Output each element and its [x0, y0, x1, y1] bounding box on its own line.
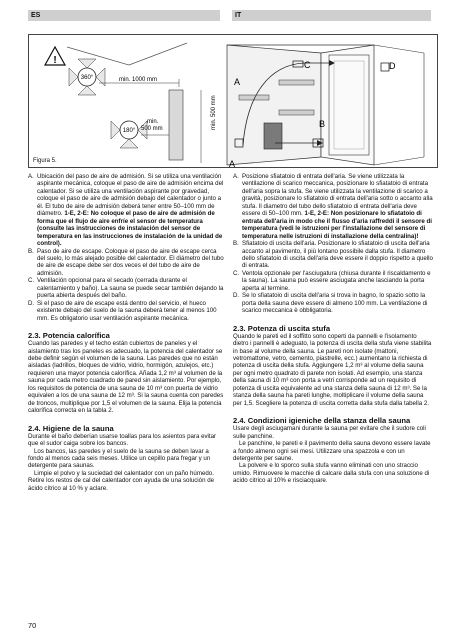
paragraph: Durante el baño deberían usarse toallas para los asientos para evitar que el sudor caiga sobre los bancos.	[28, 432, 217, 448]
paragraph: Usare degli asciugamani durante la sauna per evitare che il sudore coli sulle panchine.	[233, 425, 426, 440]
warning-icon	[45, 47, 65, 66]
min-500-label-top: min.	[147, 119, 159, 125]
fan-360-label: 360°	[80, 75, 94, 81]
paragraph: Limpie el polvo y la suciedad del calentador con un paño húmedo. Retire los restos de cal del calentador con ayuda de una solución de ácido cítrico al 10 % y aclare.	[28, 469, 215, 492]
list-item: B. Sfiatatoio di uscita dell'aria. Posizionare lo sfiatatoio di uscita dell'aria accanto al pavimento, il più lontano possibile dalla stufa. Il diametro dello sfiatatoio di uscita dell'aria deve essere il doppio rispetto a quello di entrata.	[233, 240, 433, 270]
label-b: B	[319, 119, 326, 129]
fan-180-label: 180°	[122, 128, 136, 134]
language-tab-es: ES	[28, 10, 220, 21]
list-item: C. Ventilación opcional para el secado (cerrada durante el calentamiento y baño). La sauna se puede secar también dejando la puerta abierta después del baño.	[28, 277, 224, 300]
list-item: A. Posizione sfiatatoio di entrata dell'aria. Se viene utilizzata la ventilazione di scarico meccanica, posizionare lo sfiatatoio di entrata dell'aria sopra la stufa. Se viene utilizzata la ventilazione di scarico a gravità, posizionare lo sfiatatoio di entrata dell'aria sotto o accanto alla stufa. Il diametro del tubo dello sfiatatoio di entrata dell'aria deve essere di 50–100 mm. 1-E, 2-E: Non posizionare lo sfiatatoio di entrata dell'aria in modo che il flusso d'aria raffreddi il sensore di temperatura (vedi le istruzioni per l'installazione del sensore di temperatura nelle istruzioni di installazione della centralina)!	[233, 173, 433, 240]
section-body-2-3-es: Cuando las paredes y el techo están cubiertos de paneles y el aislamiento tras los paneles es adecuado, la potencia del calentador se debe definir según el volumen de la sauna. Las paredes que no están aisladas (ladrillos, bloques de vidrio, vidrio, hormigón, azulejos, etc.) requieren una mayor potencia calorífica. Añada 1,2 m³ al volumen de la sauna por cada metro cuadrado de pared sin aislamiento. Por ejemplo, los requisitos de potencia de una sauna de 10 m³ con puerta de vidrio equivalen a los de una sauna de 12 m³. Si la sauna cuenta con paredes de troncos, multiplique por 1,5 el volumen de la sauna. Elija la potencia calorífica correcta en la tabla 2.	[28, 340, 224, 415]
figure-5-drawing	[29, 35, 438, 168]
section-heading-2-3-es: 2.3. Potencia calorífica	[28, 331, 110, 341]
language-tab-it: IT	[232, 10, 431, 21]
paragraph: Le panchine, le pareti e il pavimento della sauna devono essere lavate a fondo almeno ogni sei mesi. Utilizzare una spazzola e con un detergente per saune.	[233, 440, 431, 462]
section-heading-2-4-es: 2.4. Higiene de la sauna	[28, 423, 114, 433]
min-500-label-bottom: 500 mm	[141, 126, 163, 132]
figure-caption: Figura 5.	[33, 158, 57, 164]
section-heading-2-4-it: 2.4. Condizioni igieniche della stanza della sauna	[233, 416, 411, 426]
list-item: B. Paso de aire de escape. Coloque el paso de aire de escape cerca del suelo, lo más alejado posible del calentador. El diámetro del tubo de aire de escape debe ser dos veces el del tubo de aire de admisión.	[28, 247, 224, 277]
svg-text:!: !	[53, 55, 57, 66]
min-1000-label: min. 1000 mm	[119, 77, 158, 83]
list-item: A. Ubicación del paso de aire de admisión. Si se utiliza una ventilación aspirante mecánica, coloque el paso de aire de admisión encima del calentador. Si se utiliza una ventilación aspirante por gravedad, coloque el paso de aire de admisión debajo del calentador o junto a él. El tubo de aire de admisión deberá tener entre 50–100 mm de diámetro. 1-E, 2-E: No coloque el paso de aire de admisión de forma que el flujo de aire enfríe el sensor de temperatura (consulte las instrucciones de instalación del sensor de temperatura en las instrucciones de instalación de la unidad de control).	[28, 173, 224, 248]
label-c: C	[304, 60, 311, 70]
label-a-floor: A	[229, 159, 236, 169]
label-a-wall: A	[234, 77, 241, 87]
min-500-vertical-label: min. 500 mm	[211, 95, 217, 130]
section-body-2-3-it: Quando le pareti ed il soffitto sono coperti da pannelli e l'isolamento dietro i pannelli è adeguato, la potenza di uscita della stufa viene stabilita in base al volume della sauna. Le pareti non isolate (mattoni, vetromattone, vetro, cemento, piastrelle, ecc.) aumentano la richiesta di potenza di uscita della stufa. Aggiungere 1,2 m³ al volume della sauna per ogni metro quadrato di parete non isolati. Ad esempio, una stanza della sauna di 10 m³ con porta a vetri corrisponde ad un requisito di potenza di uscita equivalente ad una stanza della sauna di 12 m³. Se la stanza della sauna ha pareti lunghe, moltiplicare il volume della sauna per 1,5. Scegliere la potenza di uscita corretta dalla stufa dalla tabella 2.	[233, 332, 432, 407]
section-heading-2-3-it: 2.3. Potenza di uscita stufa	[233, 323, 331, 333]
figure-5	[28, 34, 438, 168]
paragraph: Los bancos, las paredes y el suelo de la sauna se deben lavar a fondo al menos cada seis meses. Utilice un cepillo para fregar y un detergente para saunas.	[28, 447, 211, 470]
list-item: D. Si el paso de aire de escape está dentro del servicio, el hueco existente debajo del suelo de la sauna deberá tener al menos 100 mm. Es obligatorio usar ventilación aspirante mecánica.	[28, 299, 217, 322]
column-es	[28, 173, 224, 492]
page-number: 70	[28, 621, 37, 630]
list-item: D. Se lo sfiatatoio di uscita dell'aria si trova in bagno, lo spazio sotto la porta della sauna deve essere di almeno 100 mm. La ventilazione di scarico meccanica è obbligatoria.	[233, 292, 428, 315]
paragraph: La polvere e lo sporco sulla stufa vanno eliminati con uno straccio umido. Rimuovere le macchie di calcare dalla stufa con una soluzione di acido citrico al 10% e risciacquare.	[233, 462, 430, 485]
column-it	[233, 173, 433, 485]
heater-silhouette	[169, 90, 183, 160]
list-item: C. Ventola opzionale per l'asciugatura (chiusa durante il riscaldamento e la sauna). La sauna può essere asciugata anche lasciando la porta aperta al termine.	[233, 269, 431, 292]
label-d: D	[389, 61, 396, 71]
